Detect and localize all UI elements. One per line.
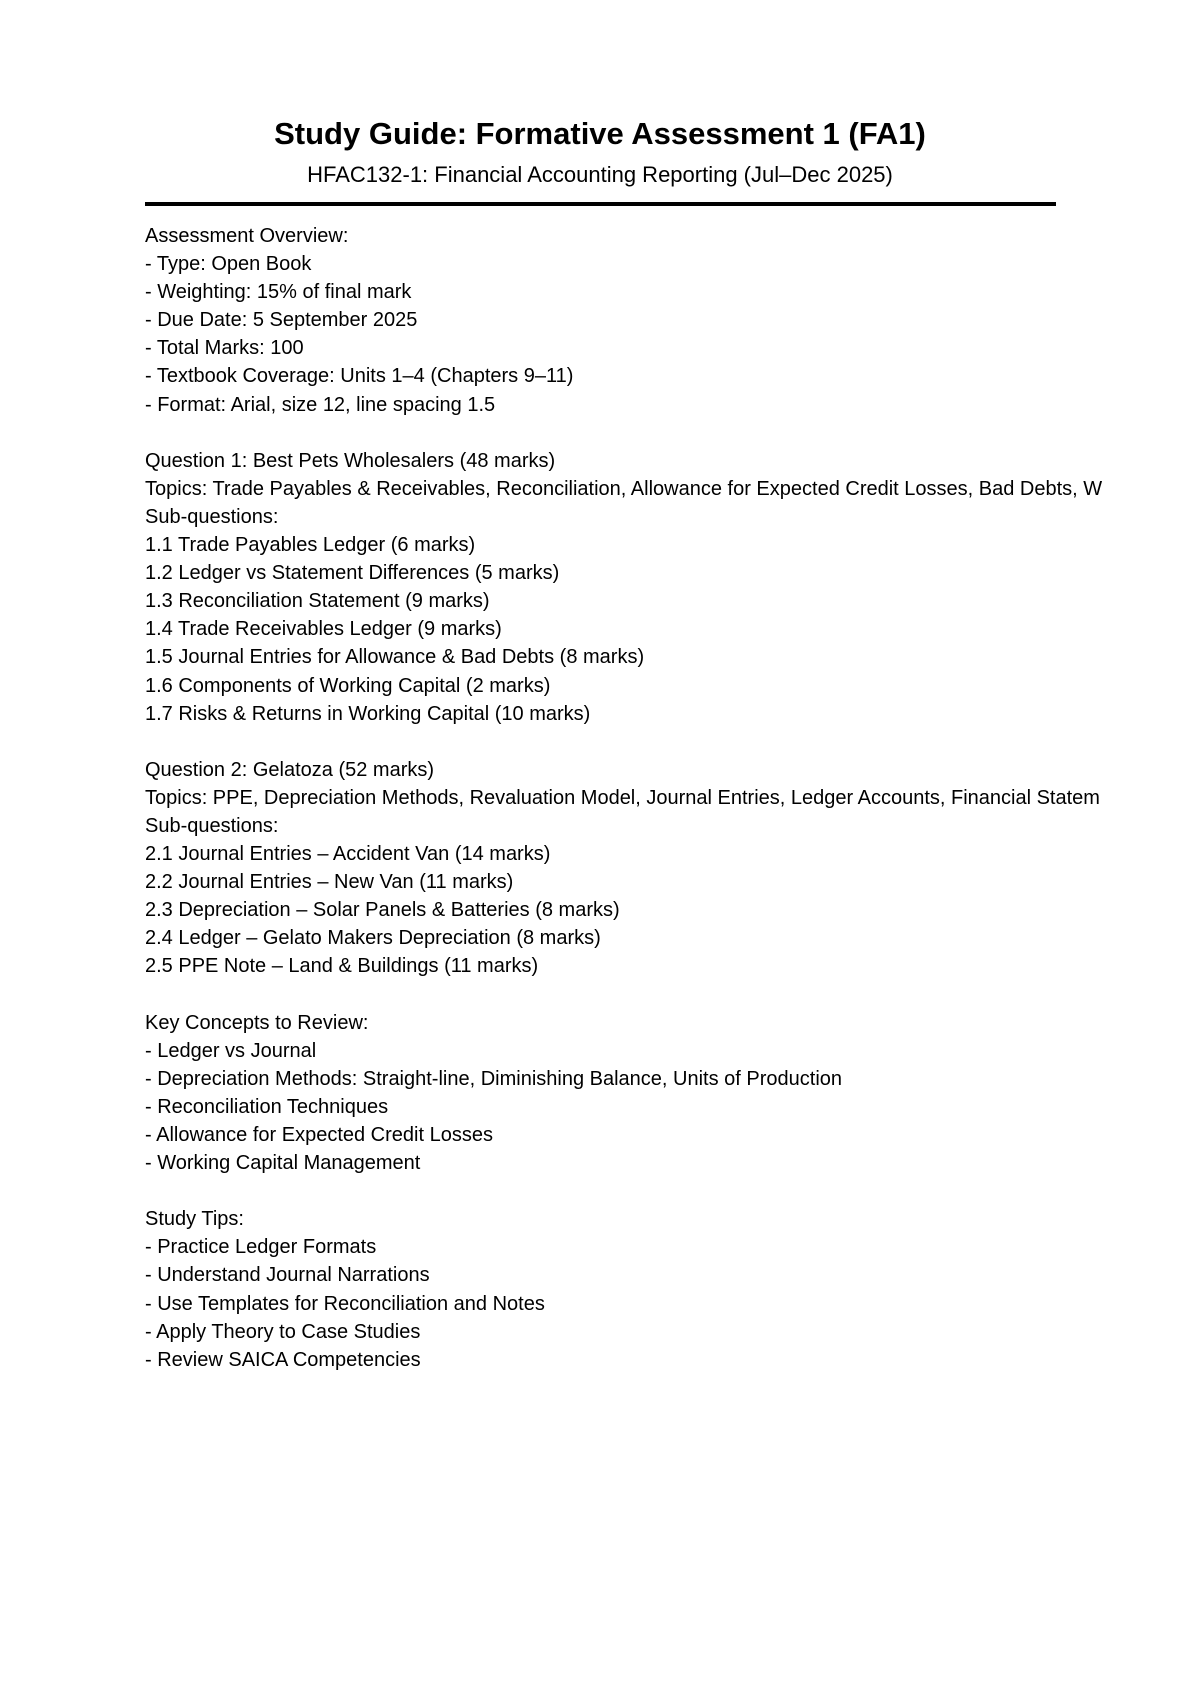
page-subtitle: HFAC132-1: Financial Accounting Reporting (Jul–Dec 2025) [307, 162, 893, 187]
section-heading: Question 2: Gelatoza (52 marks) [145, 758, 435, 781]
list-item: - Review SAICA Competencies [145, 1348, 421, 1371]
document-body [145, 222, 1200, 1374]
section-spacer [145, 1177, 1200, 1205]
overview-item-format: - Format: Arial, size 12, line spacing 1.5 [145, 393, 496, 416]
section-heading: Question 1: Best Pets Wholesalers (48 marks) [145, 449, 556, 472]
sub-questions-label: Sub-questions: [145, 814, 279, 837]
sub-question-item: 2.1 Journal Entries – Accident Van (14 marks) [145, 843, 551, 866]
question-topics: Topics: Trade Payables & Receivables, Reconciliation, Allowance for Expected Credit Losses, Bad Debts, W [145, 477, 1103, 500]
overview-item-type: - Type: Open Book [145, 253, 312, 276]
list-item: - Depreciation Methods: Straight-line, Diminishing Balance, Units of Production [145, 1067, 843, 1090]
section-heading: Key Concepts to Review: [145, 1011, 369, 1034]
question-topics: Topics: PPE, Depreciation Methods, Revaluation Model, Journal Entries, Ledger Accounts, Financial Statem [145, 786, 1100, 809]
list-item: - Working Capital Management [145, 1152, 421, 1175]
overview-item-total-marks: - Total Marks: 100 [145, 337, 304, 360]
overview-item-textbook-coverage: - Textbook Coverage: Units 1–4 (Chapters 9–11) [145, 365, 574, 388]
sub-question-item: 1.4 Trade Receivables Ledger (9 marks) [145, 618, 502, 641]
question-1-section [145, 447, 1200, 728]
list-item: - Understand Journal Narrations [145, 1264, 430, 1287]
sub-question-item: 1.3 Reconciliation Statement (9 marks) [145, 590, 490, 613]
sub-question-item: 1.5 Journal Entries for Allowance & Bad Debts (8 marks) [145, 646, 645, 669]
section-spacer [145, 419, 1200, 447]
section-heading: Assessment Overview: [145, 225, 349, 247]
list-item: - Practice Ledger Formats [145, 1236, 377, 1259]
section-spacer [145, 728, 1200, 756]
assessment-overview-section [145, 222, 1200, 419]
page-title: Study Guide: Formative Assessment 1 (FA1) [274, 116, 926, 151]
list-item: - Allowance for Expected Credit Losses [145, 1124, 493, 1146]
key-concepts-section [145, 1009, 1200, 1178]
sub-question-item: 2.3 Depreciation – Solar Panels & Batteries (8 marks) [145, 899, 620, 922]
sub-question-item: 2.2 Journal Entries – New Van (11 marks) [145, 871, 514, 894]
sub-question-item: 1.1 Trade Payables Ledger (6 marks) [145, 534, 476, 557]
list-item: - Apply Theory to Case Studies [145, 1320, 421, 1343]
section-heading: Study Tips: [145, 1208, 244, 1231]
overview-item-due-date: - Due Date: 5 September 2025 [145, 309, 418, 332]
list-item: - Reconciliation Techniques [145, 1095, 389, 1118]
question-2-section [145, 756, 1200, 981]
sub-question-item: 1.7 Risks & Returns in Working Capital (10 marks) [145, 702, 591, 725]
sub-questions-label: Sub-questions: [145, 505, 279, 528]
overview-item-weighting: - Weighting: 15% of final mark [145, 281, 412, 304]
list-item: - Use Templates for Reconciliation and Notes [145, 1292, 545, 1315]
list-item: - Ledger vs Journal [145, 1039, 317, 1062]
study-tips-section [145, 1205, 1200, 1374]
title-divider [145, 202, 1056, 206]
sub-question-item: 1.2 Ledger vs Statement Differences (5 marks) [145, 562, 560, 585]
section-spacer [145, 981, 1200, 1009]
sub-question-item: 2.4 Ledger – Gelato Makers Depreciation (8 marks) [145, 927, 601, 950]
sub-question-item: 2.5 PPE Note – Land & Buildings (11 marks) [145, 955, 539, 978]
sub-question-item: 1.6 Components of Working Capital (2 marks) [145, 674, 551, 697]
